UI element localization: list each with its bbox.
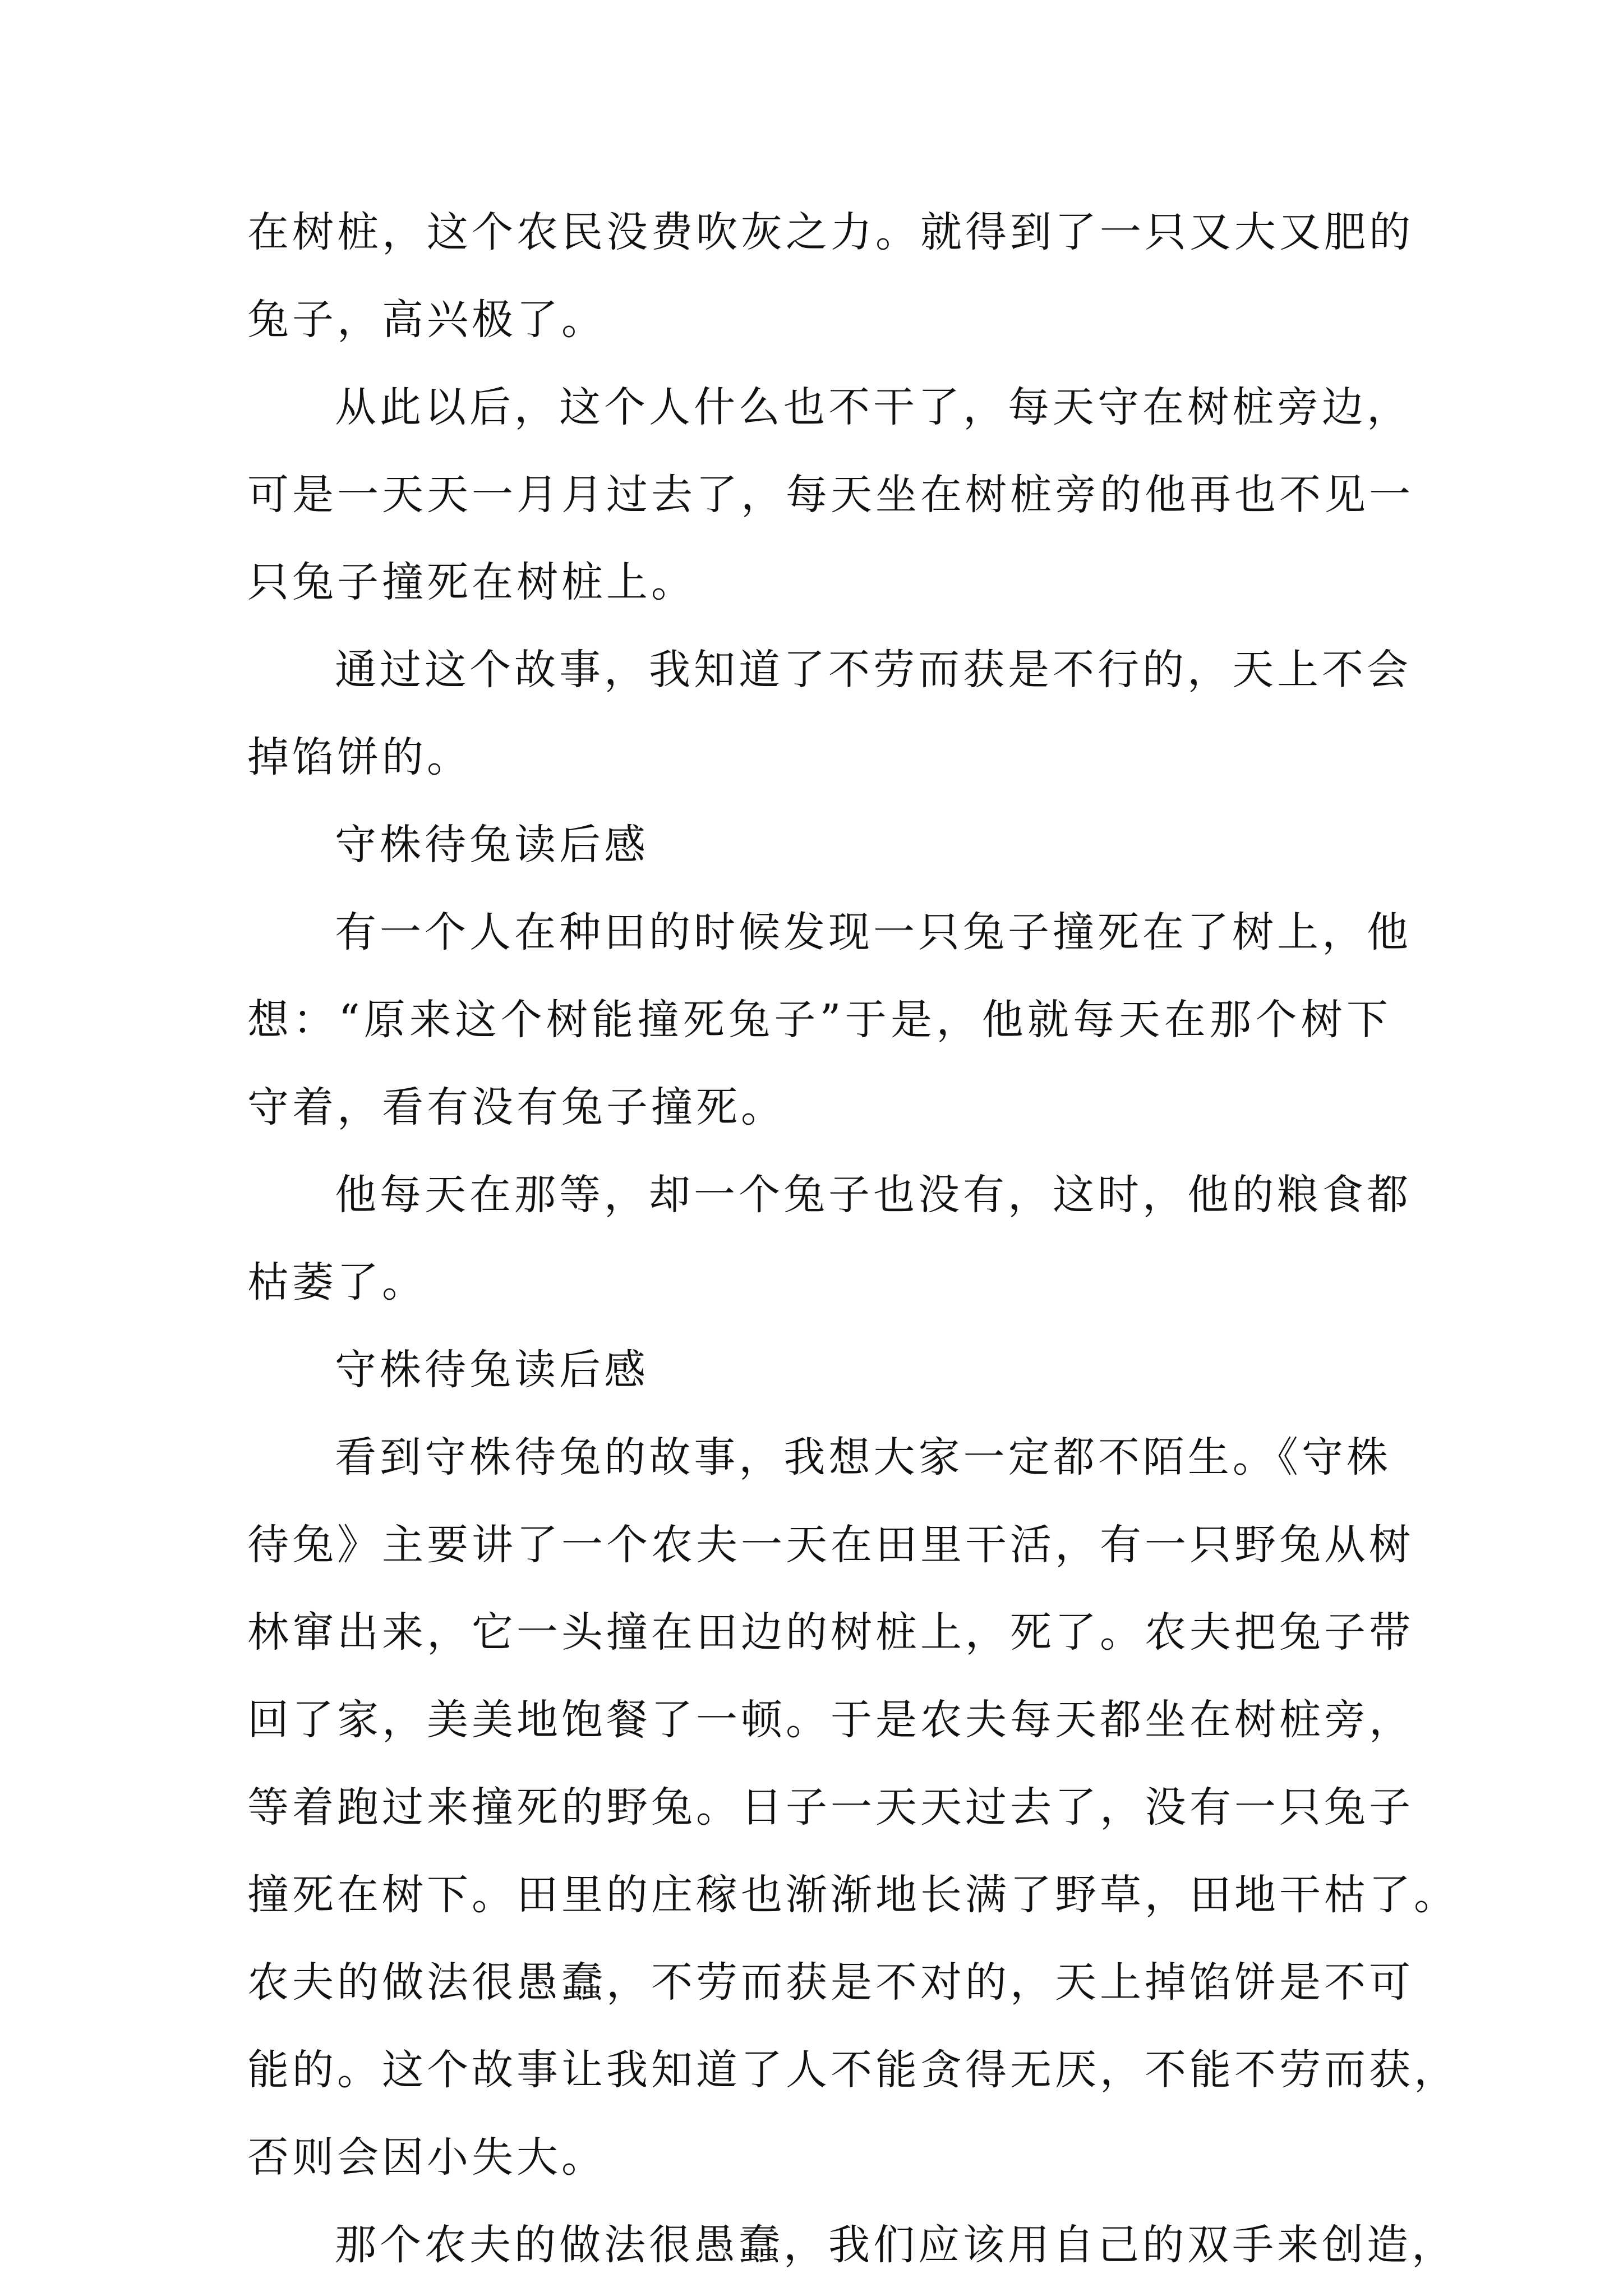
text-line: 农夫的做法很愚蠢，不劳而获是不对的，天上掉馅饼是不可 bbox=[247, 1958, 1414, 2007]
text-line: 撞死在树下。田里的庄稼也渐渐地长满了野草，田地干枯了。 bbox=[247, 1871, 1459, 1919]
text-line: 守着，看有没有兔子撞死。 bbox=[247, 1083, 786, 1131]
text-line: 那个农夫的做法很愚蠢，我们应该用自己的双手来创造， bbox=[335, 2221, 1456, 2269]
section-heading: 守株待兔读后感 bbox=[335, 821, 649, 869]
section-heading: 守株待兔读后感 bbox=[335, 1346, 649, 1394]
text-line: 想：“原来这个树能撞死兔子”于是，他就每天在那个树下 bbox=[247, 996, 1391, 1044]
text-line: 林窜出来，它一头撞在田边的树桩上，死了。农夫把兔子带 bbox=[247, 1608, 1414, 1657]
text-line: 待兔》主要讲了一个农夫一天在田里干活，有一只野兔从树 bbox=[247, 1521, 1414, 1569]
text-line: 通过这个故事，我知道了不劳而获是不行的，天上不会 bbox=[335, 646, 1412, 694]
text-line: 可是一天天一月月过去了，每天坐在树桩旁的他再也不见一 bbox=[247, 471, 1414, 519]
text-line: 有一个人在种田的时候发现一只兔子撞死在了树上，他 bbox=[335, 908, 1412, 956]
text-line: 回了家，美美地饱餐了一顿。于是农夫每天都坐在树桩旁， bbox=[247, 1696, 1414, 1744]
text-line: 只兔子撞死在树桩上。 bbox=[247, 558, 696, 606]
text-line: 等着跑过来撞死的野兔。日子一天天过去了，没有一只兔子 bbox=[247, 1783, 1414, 1832]
text-line: 看到守株待兔的故事，我想大家一定都不陌生。《守株 bbox=[335, 1433, 1391, 1481]
text-line: 从此以后，这个人什么也不干了，每天守在树桩旁边， bbox=[335, 383, 1412, 431]
text-line: 枯萎了。 bbox=[247, 1258, 427, 1306]
text-line: 在树桩，这个农民没费吹灰之力。就得到了一只又大又肥的 bbox=[247, 208, 1414, 256]
text-line: 能的。这个故事让我知道了人不能贪得无厌，不能不劳而获， bbox=[247, 2046, 1459, 2094]
text-line: 他每天在那等，却一个兔子也没有，这时，他的粮食都 bbox=[335, 1171, 1412, 1219]
document-body bbox=[247, 208, 1459, 2270]
text-line: 否则会因小失大。 bbox=[247, 2133, 606, 2182]
text-line: 掉馅饼的。 bbox=[247, 733, 472, 781]
text-line: 兔子，高兴极了。 bbox=[247, 296, 606, 344]
